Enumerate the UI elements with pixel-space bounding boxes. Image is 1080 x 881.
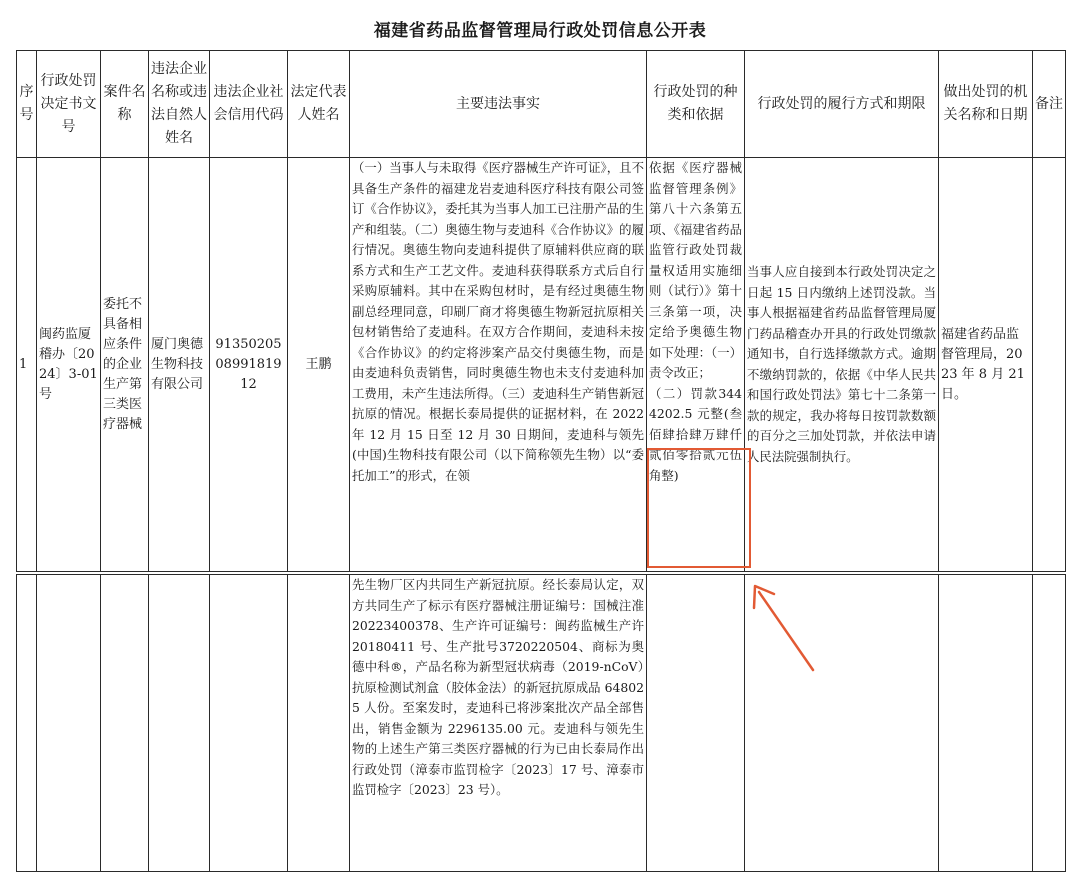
cont-legal-rep [288, 575, 350, 872]
cont-penalty-basis [647, 575, 745, 872]
row-index: 1 [17, 158, 37, 572]
header-decision-no: 行政处罚决定书文号 [37, 51, 101, 158]
penalty-fine-text: （二）罚款3444202.5 元整(叁佰肆拾肆万肆仟贰佰零拾贰元伍角整) [649, 385, 742, 483]
penalty-table-continued [16, 574, 1066, 872]
header-authority-date: 做出处罚的机关名称和日期 [939, 51, 1033, 158]
cont-decision-no [37, 575, 101, 872]
cont-case-name [101, 575, 149, 872]
row-authority-date: 福建省药品监督管理局，2023 年 8 月 21 日。 [939, 158, 1033, 572]
row-decision-no: 闽药监厦稽办〔2024〕3-01 号 [37, 158, 101, 572]
row-case-name: 委托不具备相应条件的企业生产第三类医疗器械 [101, 158, 149, 572]
cont-company [149, 575, 210, 872]
header-penalty-basis: 行政处罚的种类和依据 [647, 51, 745, 158]
penalty-basis-text: 依据《医疗器械监督管理条例》第八十六条第五项、《福建省药品监管行政处罚裁量权适用实施细则（试行）》第十三条第一项，决定给予奥德生物如下处理：（一）责令改正； [649, 160, 742, 380]
document-title: 福建省药品监督管理局行政处罚信息公开表 [373, 21, 707, 41]
table-row [17, 158, 1066, 572]
header-case-name: 案件名称 [101, 51, 149, 158]
row-company: 厦门奥德生物科技有限公司 [149, 158, 210, 572]
header-legal-rep: 法定代表人姓名 [288, 51, 350, 158]
row-facts-part2: 先生物厂区内共同生产新冠抗原。经长泰局认定，双方共同生产了标示有医疗器械注册证编号：国械注准 20223400378、生产许可证编号：闽药监械生产许 20180411 号、生产批号3720220504、商标为奥德中科®，产品名称为新型冠状病毒（2019-nCoV）抗原检测试剂盒（胶体金法）的新冠抗原成品 648025 人份。至案发时，麦迪科已将涉案批次产品全部售出，销售金额为 2296135.00 元。麦迪科与领先生物的上述生产第三类医疗器械的行为已由长泰局作出行政处罚（漳泰市监罚检字〔2023〕17 号、漳泰市监罚检字〔2023〕23 号）。 [350, 575, 647, 872]
header-company: 违法企业名称或违法自然人姓名 [149, 51, 210, 158]
header-index: 序号 [17, 51, 37, 158]
cont-authority-date [939, 575, 1033, 872]
cont-index [17, 575, 37, 872]
row-credit-code: 913502050899181912 [210, 158, 288, 572]
table-row [17, 575, 1066, 872]
row-remark [1033, 158, 1066, 572]
header-remark: 备注 [1033, 51, 1066, 158]
row-enforcement: 当事人应自接到本行政处罚决定之日起 15 日内缴纳上述罚没款。当事人根据福建省药品监督管理局厦门药品稽查办开具的行政处罚缴款通知书，自行选择缴款方式。逾期不缴纳罚款的，依据《中华人民共和国行政处罚法》第七十二条第一款的规定，我办将每日按罚款数额的百分之三加处罚款，并依法申请人民法院强制执行。 [745, 158, 939, 572]
penalty-table [16, 50, 1066, 572]
cont-credit-code [210, 575, 288, 872]
header-credit-code: 违法企业社会信用代码 [210, 51, 288, 158]
cont-remark [1033, 575, 1066, 872]
header-row [17, 51, 1066, 158]
row-facts-part1: （一）当事人与未取得《医疗器械生产许可证》，且不具备生产条件的福建龙岩麦迪科医疗科技有限公司签订《合作协议》，委托其为当事人加工已注册产品的生产和组装。（二）奥德生物与麦迪科《合作协议》的履行情况。奥德生物向麦迪科提供了原辅料供应商的联系方式和生产工艺文件。麦迪科获得联系方式后自行采购原辅料。其中在采购包材时，是有经过奥德生物副总经理同意，印刷厂商才将奥德生物新冠抗原相关包材销售给了麦迪科。在双方合作期间，麦迪科未按《合作协议》的约定将涉案产品交付奥德生物，而是由麦迪科负责销售，同时奥德生物也未支付麦迪科加工费用，未产生违法所得。（三）麦迪科生产销售新冠抗原的情况。根据长泰局提供的证据材料，在 2022 年 12 月 15 日至 12 月 30 日期间，麦迪科与领先(中国)生物科技有限公司（以下简称领先生物）以“委托加工”的形式，在领 [350, 158, 647, 572]
header-enforcement: 行政处罚的履行方式和期限 [745, 51, 939, 158]
row-legal-rep: 王鹏 [288, 158, 350, 572]
annotation-arrow-icon [745, 580, 820, 675]
row-penalty-basis [647, 158, 745, 572]
header-facts: 主要违法事实 [350, 51, 647, 158]
